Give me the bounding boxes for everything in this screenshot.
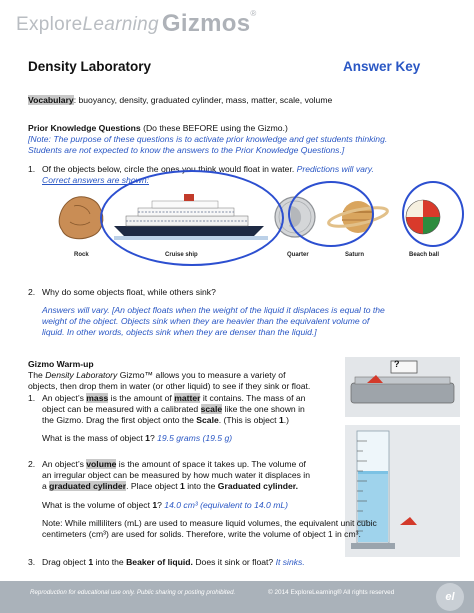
warmup-intro-line-2: objects, then drop them in water (or other liquid) to see if they sink or float. (28, 381, 311, 391)
vocabulary-line (28, 95, 332, 106)
page-title: Density Laboratory (28, 59, 152, 74)
pk-heading-rest: (Do these BEFORE using the Gizmo.) (140, 123, 288, 133)
w1-line-2 (42, 404, 305, 415)
w1-l2b: like the one shown in (222, 404, 305, 414)
w3-number: 3. (28, 557, 36, 567)
w1-l3e: .) (283, 415, 289, 425)
q2-number: 2. (28, 287, 36, 297)
w3-answer: It sinks. (275, 557, 305, 567)
pk-heading-bold: Prior Knowledge Questions (28, 123, 141, 133)
w1-q1: 1 (145, 433, 150, 443)
scale-image (345, 357, 460, 417)
pk-note-line-2: Students are not expected to know the answers to the Prior Knowledge Questions.] (28, 145, 345, 155)
w2-q2: ? (157, 500, 165, 510)
caption-beach-ball: Beach ball (409, 252, 440, 258)
w1-a: An object’s (42, 393, 87, 403)
w2-answer: 14.0 cm³ (equivalent to 14.0 mL) (164, 500, 289, 510)
rock-image (59, 197, 103, 239)
w3-c: into the (93, 557, 127, 567)
warmup-intro-line-1 (28, 370, 285, 381)
w1-question (42, 433, 232, 444)
caption-saturn: Saturn (345, 252, 365, 258)
w2-line-1 (42, 459, 306, 470)
w2-note-line-2: centimeters (cm³) are used for solids. Therefore, write the volume of object 1 in cm³. (42, 529, 361, 539)
w2-l3b: . Place object (126, 481, 181, 491)
w1-l3a: the Gizmo. Drag the first object onto the (42, 415, 197, 425)
w3-a: Drag object (42, 557, 89, 567)
w1-b: is the amount of (108, 393, 175, 403)
w1-number: 1. (28, 393, 36, 403)
w3-d: Beaker of liquid. (126, 557, 193, 567)
w2-l3d: into the (184, 481, 218, 491)
footer-reproduction-notice: Reproduction for educational use only. Public sharing or posting prohibited. (30, 589, 236, 596)
explorelearning-gizmos-logo (16, 9, 257, 37)
float-circle-saturn (288, 181, 374, 247)
caption-rock: Rock (74, 252, 89, 258)
term-graduated-cylinder: graduated cylinder (49, 481, 127, 491)
w1-l3c: . (This is object (218, 415, 279, 425)
w2-number: 2. (28, 459, 36, 469)
w2-line-3 (42, 481, 298, 492)
w2-b: is the amount of space it takes up. The volume of (116, 459, 306, 469)
vocabulary-terms: : buoyancy, density, graduated cylinder, mass, matter, scale, volume (73, 95, 333, 105)
w1-line-3 (42, 415, 289, 426)
q2-text: Why do some objects float, while others sink? (42, 287, 216, 297)
w2-question (42, 500, 288, 511)
w1-line-1 (42, 393, 305, 404)
w2-a: An object’s (42, 459, 87, 469)
w2-line-2: an irregular object can be measured by how much water it displaces in (42, 470, 310, 480)
caption-quarter: Quarter (287, 252, 309, 258)
q1-predictions: Predictions will vary. (296, 164, 374, 174)
w1-l3b: Scale (196, 415, 219, 425)
q2-answer-line-1: Answers will vary. [An object floats when the weight of the liquid it displaces is equal to the (42, 305, 385, 315)
w2-note-line-1: Note: While milliliters (mL) are used to measure liquid volumes, the equivalent unit cubic (42, 518, 377, 528)
w2-q: What is the volume of object (42, 500, 153, 510)
brand-learning: Learning (82, 14, 159, 35)
brand-gizmos: Gizmos (161, 10, 251, 37)
brand-reg: ® (250, 9, 257, 18)
scale-display-value: ? (394, 359, 400, 369)
wu-gizmo-name: Density Laboratory (45, 370, 118, 380)
pk-note-line-1: [Note: The purpose of these questions is to activate prior knowledge and get students thinking. (28, 134, 388, 144)
w1-c: it contains. The mass of an (200, 393, 306, 403)
q2-answer-line-3: liquid. In other words, objects sink when they are denser than the liquid.] (42, 327, 317, 337)
graduated-cylinder-image (345, 425, 460, 557)
w2-l3c: 1 (180, 481, 185, 491)
answer-key-label: Answer Key (343, 59, 421, 74)
q2-answer-line-2: weight of the object. Objects sink when they are heavier than the equivalent volume of (42, 316, 370, 326)
w3-b: 1 (88, 557, 94, 567)
w2-l3a: a (42, 481, 50, 491)
warmup-heading: Gizmo Warm-up (28, 359, 94, 369)
w1-answer: 19.5 grams (19.5 g) (157, 433, 233, 443)
w1-q2: ? (149, 433, 158, 443)
q1-correct-label: Correct answers are shown: (42, 175, 149, 185)
explorelearning-badge-icon: el (436, 583, 464, 611)
w3-e: Does it sink or float? (192, 557, 276, 567)
term-matter: matter (174, 393, 201, 403)
prior-knowledge-heading (28, 123, 288, 134)
page-header (0, 0, 474, 42)
w1-l2: object can be measured with a calibrated (42, 404, 201, 414)
caption-cruise-ship: Cruise ship (165, 252, 198, 258)
w2-l3e: Graduated cylinder. (217, 481, 299, 491)
vocabulary-label: Vocabulary (28, 95, 74, 105)
q1-question: Of the objects below, circle the ones you think would float in water. (42, 164, 297, 174)
footer-copyright: © 2014 ExploreLearning® All rights reserved (268, 589, 395, 596)
term-mass: mass (86, 393, 109, 403)
brand-explore: Explore (16, 14, 83, 35)
w1-l3d: 1 (278, 415, 284, 425)
q1-number: 1. (28, 164, 36, 174)
w2-q1: 1 (152, 500, 158, 510)
w3-line (42, 557, 305, 568)
wu-1c: Gizmo™ allows you to measure a variety of (117, 370, 286, 380)
term-volume: volume (86, 459, 117, 469)
wu-1a: The (28, 370, 46, 380)
float-circle-beach-ball (402, 181, 464, 247)
w1-q: What is the mass of object (42, 433, 146, 443)
page-footer (0, 581, 474, 613)
term-scale: scale (200, 404, 223, 414)
